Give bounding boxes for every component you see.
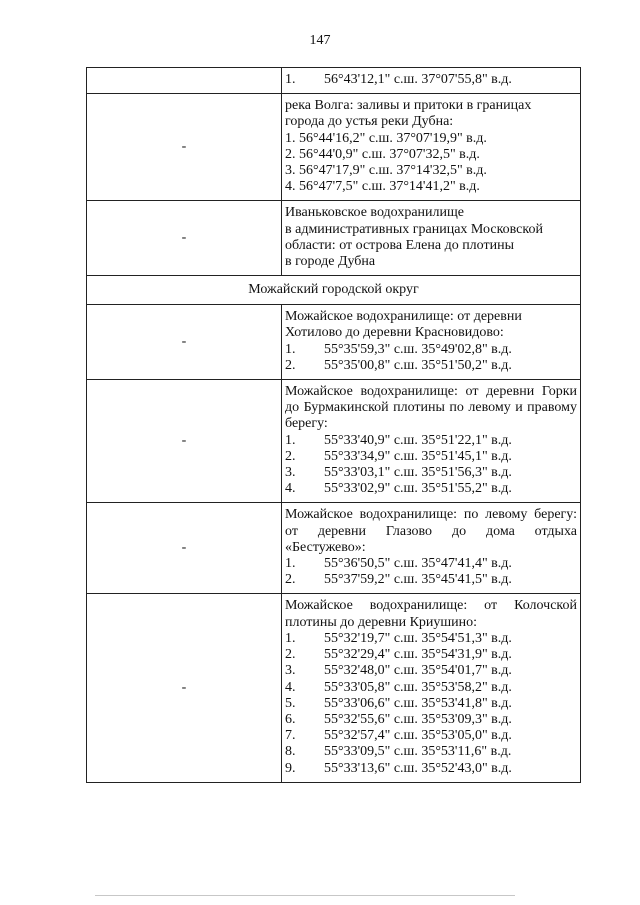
coord-number: 2. <box>285 357 296 373</box>
table-row <box>87 94 581 201</box>
desc-line: Можайское водохранилище: от деревни <box>285 309 522 325</box>
coord-number: 1. <box>285 432 296 448</box>
coord-number: 4. <box>285 481 296 497</box>
coord-number: 8. <box>285 744 296 760</box>
coord-item <box>285 556 577 572</box>
coord-value: 55°35'59,3" с.ш. 35°49'02,8" в.д. <box>324 341 512 357</box>
table-row <box>87 594 581 782</box>
row-description <box>282 94 581 201</box>
table-row <box>87 503 581 594</box>
desc-text: Можайское водохранилище: от Колочской плотины до деревни Криушино: <box>285 598 577 630</box>
coord-value: 55°32'19,7" с.ш. 35°54'51,3" в.д. <box>324 630 512 646</box>
table-body <box>87 68 581 783</box>
desc-text: Можайское водохранилище: от деревни Горки до Бурмакинской плотины по левому и правому берегу: <box>285 384 577 432</box>
desc-text: Можайское водохранилище: по левому берегу: от деревни Глазово до дома отдыха «Бестужево»: <box>285 507 577 555</box>
desc-line: в городе Дубна <box>285 254 376 270</box>
water-bodies-table <box>86 67 581 783</box>
coord-item <box>285 631 577 647</box>
coord-item <box>285 744 577 760</box>
coord-item <box>285 449 577 465</box>
coord-number: 2. <box>285 572 296 588</box>
row-marker: - <box>87 201 282 276</box>
coord-value: 55°32'29,4" с.ш. 35°54'31,9" в.д. <box>324 647 512 663</box>
coord-item <box>285 72 577 88</box>
coord-value: 55°32'55,6" с.ш. 35°53'09,3" в.д. <box>324 711 512 727</box>
coord-number: 6. <box>285 711 296 727</box>
row-marker: - <box>87 380 282 503</box>
coord-line: 2. 56°44'0,9" с.ш. 37°07'32,5" в.д. <box>285 146 480 162</box>
coord-number: 1. <box>285 556 296 572</box>
coord-value: 55°33'13,6" с.ш. 35°52'43,0" в.д. <box>324 760 512 776</box>
desc-line: области: от острова Елена до плотины <box>285 237 514 253</box>
coord-item <box>285 696 577 712</box>
row-marker <box>87 68 282 94</box>
coord-line: 4. 56°47'7,5" с.ш. 37°14'41,2" в.д. <box>285 179 480 195</box>
coord-item <box>285 647 577 663</box>
coord-value: 55°32'57,4" с.ш. 35°53'05,0" в.д. <box>324 728 512 744</box>
coord-value: 55°37'59,2" с.ш. 35°45'41,5" в.д. <box>324 572 512 588</box>
coord-value: 55°33'34,9" с.ш. 35°51'45,1" в.д. <box>324 448 512 464</box>
row-marker: - <box>87 305 282 380</box>
coord-item <box>285 433 577 449</box>
coord-item <box>285 663 577 679</box>
coord-number: 3. <box>285 663 296 679</box>
coord-item <box>285 712 577 728</box>
coord-value: 55°36'50,5" с.ш. 35°47'41,4" в.д. <box>324 556 512 572</box>
row-marker: - <box>87 503 282 594</box>
desc-line: города до устья реки Дубна: <box>285 114 454 130</box>
row-marker: - <box>87 94 282 201</box>
desc-line: река Волга: заливы и притоки в границах <box>285 98 532 114</box>
row-description <box>282 380 581 503</box>
coord-number: 1. <box>285 72 296 87</box>
scan-edge-line <box>95 895 515 896</box>
coord-value: 55°33'09,5" с.ш. 35°53'11,6" в.д. <box>324 744 512 760</box>
coord-item <box>285 465 577 481</box>
row-description <box>282 594 581 782</box>
coord-value: 56°43'12,1" с.ш. 37°07'55,8" в.д. <box>324 72 512 87</box>
coord-line: 3. 56°47'17,9" с.ш. 37°14'32,5" в.д. <box>285 163 487 179</box>
coord-item <box>285 572 577 588</box>
coord-value: 55°33'40,9" с.ш. 35°51'22,1" в.д. <box>324 432 512 448</box>
coord-value: 55°33'03,1" с.ш. 35°51'56,3" в.д. <box>324 465 512 481</box>
section-row <box>87 276 581 305</box>
coord-value: 55°32'48,0" с.ш. 35°54'01,7" в.д. <box>324 663 512 679</box>
table-row <box>87 305 581 380</box>
row-description <box>282 305 581 380</box>
coord-value: 55°33'02,9" с.ш. 35°51'55,2" в.д. <box>324 481 512 497</box>
table-row <box>87 68 581 94</box>
coord-number: 2. <box>285 448 296 464</box>
coord-item <box>285 342 577 358</box>
coord-number: 7. <box>285 728 296 744</box>
table-row <box>87 201 581 276</box>
coord-number: 3. <box>285 465 296 481</box>
desc-line: в административных границах Московской <box>285 221 543 237</box>
row-description <box>282 68 581 94</box>
table-row <box>87 380 581 503</box>
desc-line: Хотилово до деревни Красновидово: <box>285 325 504 341</box>
coord-number: 4. <box>285 679 296 695</box>
section-heading: Можайский городской округ <box>87 276 581 305</box>
coord-item <box>285 358 577 374</box>
coord-number: 2. <box>285 647 296 663</box>
coord-value: 55°33'06,6" с.ш. 35°53'41,8" в.д. <box>324 695 512 711</box>
coord-line: 1. 56°44'16,2" с.ш. 37°07'19,9" в.д. <box>285 130 487 146</box>
coord-number: 1. <box>285 341 296 357</box>
coord-number: 1. <box>285 630 296 646</box>
coord-value: 55°33'05,8" с.ш. 35°53'58,2" в.д. <box>324 679 512 695</box>
coord-item <box>285 728 577 744</box>
coord-item <box>285 680 577 696</box>
coord-value: 55°35'00,8" с.ш. 35°51'50,2" в.д. <box>324 357 512 373</box>
row-description <box>282 503 581 594</box>
coord-number: 9. <box>285 760 296 776</box>
coord-number: 5. <box>285 695 296 711</box>
row-marker: - <box>87 594 282 782</box>
row-description <box>282 201 581 276</box>
coord-item <box>285 481 577 497</box>
coord-item <box>285 761 577 777</box>
desc-line: Иваньковское водохранилище <box>285 205 464 221</box>
page-number: 147 <box>309 33 331 48</box>
